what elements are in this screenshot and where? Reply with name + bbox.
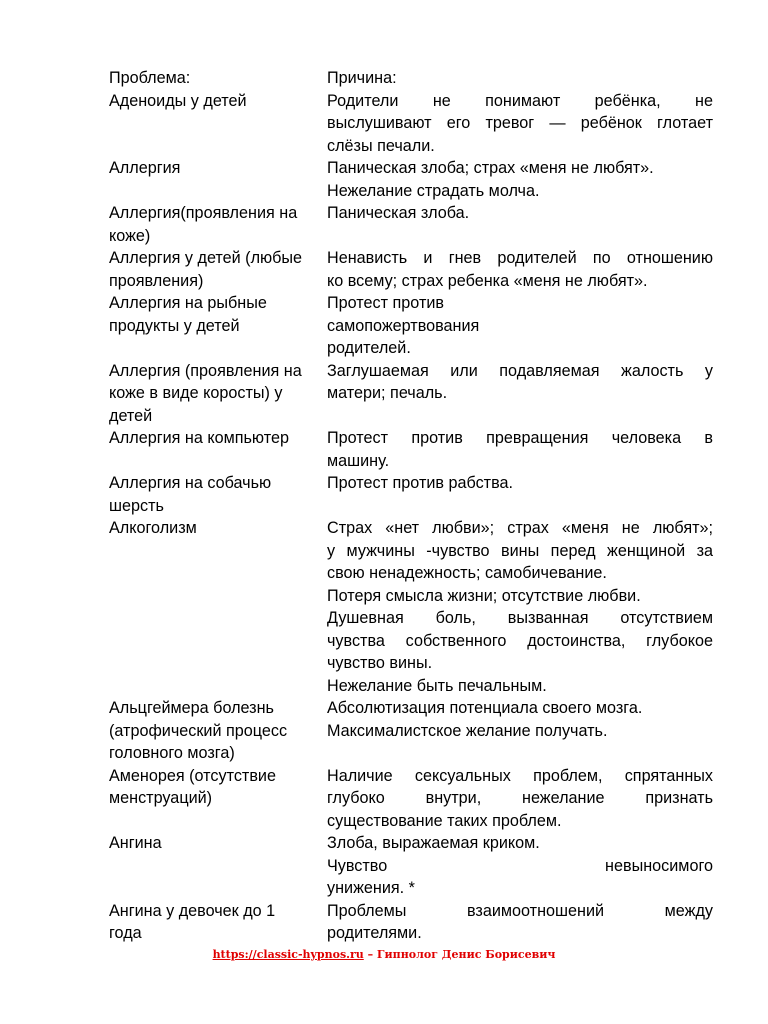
problem-text-line: Аллергия xyxy=(109,159,181,177)
cause-text-line: Протест против превращения человека в xyxy=(327,429,713,447)
cause-text-line: Потеря смысла жизни; отсутствие любви. xyxy=(327,586,641,605)
table-header-row xyxy=(109,67,713,90)
cause-text-line: Абсолютизация потенциала своего мозга. xyxy=(327,699,643,717)
cause-cell xyxy=(327,472,713,495)
cause-text-line: самопожертвования xyxy=(327,316,480,335)
problem-cell xyxy=(109,765,327,810)
table-row xyxy=(109,157,713,202)
table-row xyxy=(109,247,713,292)
problem-cause-table xyxy=(109,67,713,945)
problem-text-line: Аллергия на собачью xyxy=(109,474,272,492)
problem-cell xyxy=(109,202,327,247)
cause-text-line: существование таких проблем. xyxy=(327,811,562,830)
problem-text-line: Аллергия(проявления на xyxy=(109,204,298,222)
problem-cell xyxy=(109,292,327,337)
cause-text-line: Родители не понимают ребёнка, не xyxy=(327,91,713,110)
cause-text-line: выслушивают его тревог — ребёнок глотает xyxy=(327,114,713,132)
cause-cell xyxy=(327,697,713,765)
footer-credit xyxy=(0,948,768,961)
cause-cell xyxy=(327,765,713,833)
cause-text-line: Наличие сексуальных проблем, спрятанных xyxy=(327,766,713,785)
cause-cell xyxy=(327,900,713,945)
problem-text-line: Аллергия (проявления на xyxy=(109,361,302,380)
cause-cell xyxy=(327,247,713,292)
footer-author: – Гипнолог Денис Борисевич xyxy=(363,948,556,961)
problem-text-line: Аденоиды у детей xyxy=(109,91,247,110)
problem-cell xyxy=(109,900,327,945)
footer-link[interactable]: https://classic-hypnos.ru xyxy=(212,948,364,961)
cause-cell xyxy=(327,157,713,202)
cause-text-line: ко всему; страх ребенка «меня не любят». xyxy=(327,271,648,290)
header-cause-label: Причина: xyxy=(327,69,397,87)
cause-text-line: унижения. * xyxy=(327,879,415,897)
cause-text-line: Паническая злоба. xyxy=(327,204,470,222)
cause-text-line: родителей. xyxy=(327,339,411,357)
cause-text-line: машину. xyxy=(327,451,390,470)
cause-text-line: Злоба, выражаемая криком. xyxy=(327,834,540,852)
cause-text-line: Заглушаемая или подавляемая жалость у xyxy=(327,361,713,380)
header-problem-label: Проблема: xyxy=(109,69,191,87)
cause-text-line: чувства собственного достоинства, глубокое xyxy=(327,631,713,650)
header-cause xyxy=(327,67,713,90)
cause-text-line: у мужчины -чувство вины перед женщиной за xyxy=(327,541,713,560)
problem-text-line: детей xyxy=(109,406,153,425)
problem-text-line: коже в виде коросты) у xyxy=(109,384,283,402)
table-row xyxy=(109,832,713,900)
problem-text-line: Аллергия на рыбные xyxy=(109,294,267,312)
table-row xyxy=(109,427,713,472)
cause-cell xyxy=(327,517,713,697)
table-row xyxy=(109,697,713,765)
problem-text-line: Аллергия у детей (любые xyxy=(109,249,303,267)
problem-text-line: менструаций) xyxy=(109,789,213,807)
cause-text-line: Проблемы взаимоотношений между xyxy=(327,901,713,920)
cause-text-line: Чувство невыносимого xyxy=(327,856,713,875)
problem-cell xyxy=(109,517,327,540)
cause-text-line xyxy=(327,742,713,765)
table-row xyxy=(109,202,713,247)
table-row xyxy=(109,765,713,833)
cause-cell xyxy=(327,832,713,900)
cause-text-line: Нежелание быть печальным. xyxy=(327,676,547,695)
table-row xyxy=(109,900,713,945)
cause-cell xyxy=(327,427,713,472)
cause-text-line: Максималистское желание получать. xyxy=(327,721,608,740)
problem-text-line: Аллергия на компьютер xyxy=(109,429,289,447)
problem-text-line: года xyxy=(109,924,142,942)
table-row xyxy=(109,90,713,158)
problem-text-line: головного мозга) xyxy=(109,744,235,762)
problem-text-line: проявления) xyxy=(109,271,204,290)
problem-text-line: Ангина xyxy=(109,834,162,852)
problem-cell xyxy=(109,697,327,765)
problem-cell xyxy=(109,157,327,180)
problem-text-line: коже) xyxy=(109,226,151,245)
table-row xyxy=(109,472,713,517)
cause-text-line: Нежелание страдать молча. xyxy=(327,181,540,200)
table-row xyxy=(109,517,713,697)
cause-text-line: чувство вины. xyxy=(327,654,433,672)
problem-text-line: Альцгеймера болезнь xyxy=(109,699,274,717)
problem-cell xyxy=(109,472,327,517)
cause-cell xyxy=(327,90,713,158)
cause-cell xyxy=(327,202,713,225)
cause-cell xyxy=(327,360,713,405)
cause-text-line: матери; печаль. xyxy=(327,384,448,402)
cause-text-line: глубоко внутри, нежелание признать xyxy=(327,789,713,807)
problem-cell xyxy=(109,360,327,428)
cause-text-line: Протест против xyxy=(327,294,444,312)
cause-text-line: Паническая злоба; страх «меня не любят». xyxy=(327,159,654,177)
problem-cell xyxy=(109,90,327,113)
problem-cell xyxy=(109,832,327,855)
cause-text-line: Ненависть и гнев родителей по отношению xyxy=(327,249,713,267)
problem-text-line: (атрофический процесс xyxy=(109,721,288,740)
cause-cell xyxy=(327,292,713,360)
header-problem xyxy=(109,67,327,90)
cause-text-line: свою ненадежность; самобичевание. xyxy=(327,564,607,582)
problem-cell xyxy=(109,247,327,292)
table-row xyxy=(109,360,713,428)
cause-text-line: Душевная боль, вызванная отсутствием xyxy=(327,609,713,627)
cause-text-line: слёзы печали. xyxy=(327,136,435,155)
problem-text-line: Алкоголизм xyxy=(109,519,197,537)
problem-text-line: продукты у детей xyxy=(109,316,240,335)
problem-cell xyxy=(109,427,327,450)
cause-text-line: Протест против рабства. xyxy=(327,474,514,492)
problem-text-line: Ангина у девочек до 1 xyxy=(109,901,276,920)
cause-text-line: Страх «нет любви»; страх «меня не любят»; xyxy=(327,519,713,537)
problem-text-line: Аменорея (отсутствие xyxy=(109,766,276,785)
table-row xyxy=(109,292,713,360)
cause-text-line: родителями. xyxy=(327,924,422,942)
problem-text-line: шерсть xyxy=(109,496,164,515)
